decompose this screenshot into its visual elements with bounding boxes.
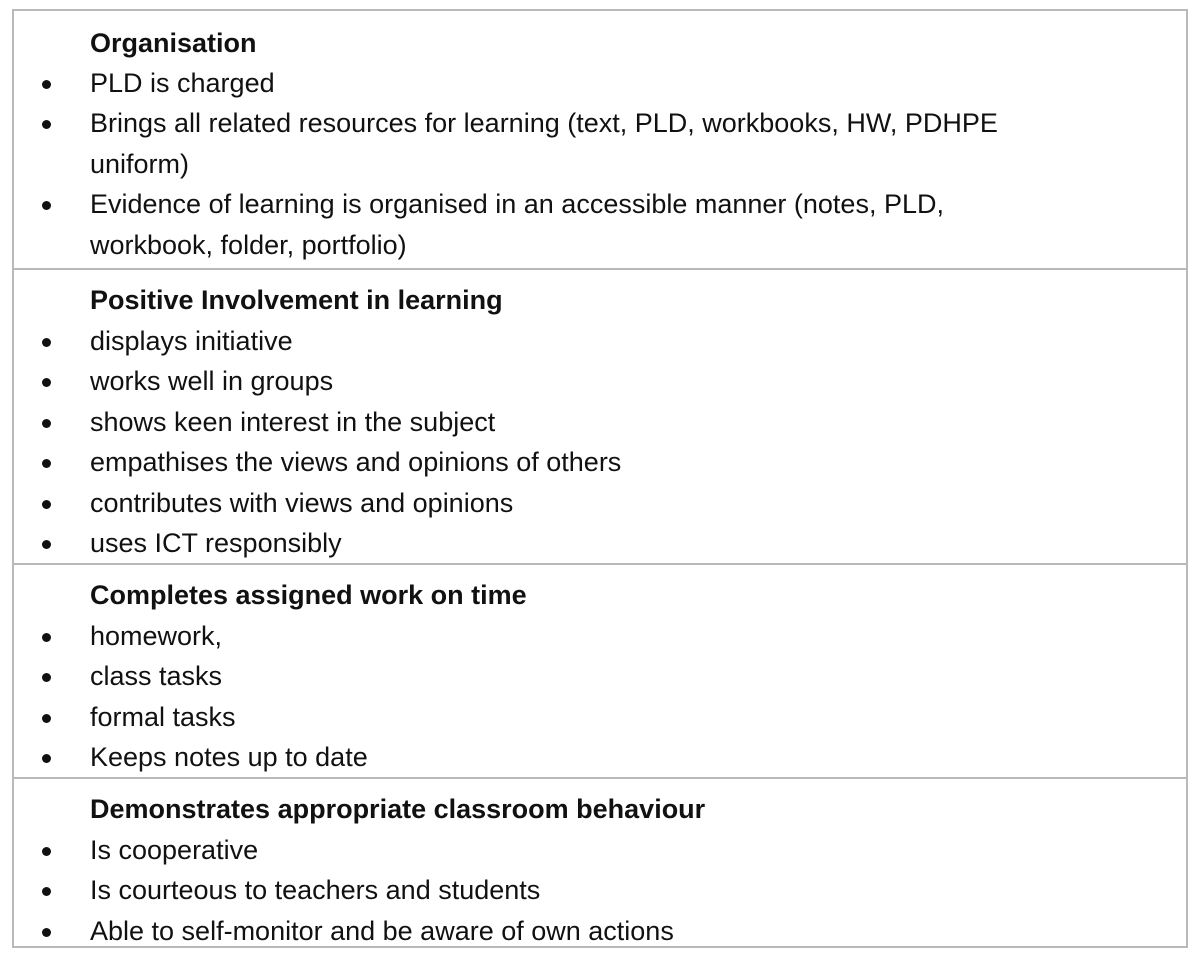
bullet-icon	[42, 80, 51, 89]
heading-text: Positive Involvement in learning	[90, 285, 503, 315]
item-text: Is cooperative	[90, 835, 259, 865]
list-item	[14, 361, 1186, 401]
item-text: empathises the views and opinions of others	[90, 447, 622, 477]
bullet-icon	[42, 419, 51, 428]
item-text: formal tasks	[90, 702, 236, 732]
heading-text: Completes assigned work on time	[90, 580, 527, 610]
heading-text: Organisation	[90, 28, 257, 58]
bullet-icon	[42, 338, 51, 347]
item-text: class tasks	[90, 661, 223, 691]
list-item	[14, 656, 1186, 696]
bullet-icon	[42, 378, 51, 387]
list-item	[14, 870, 1186, 910]
bullet-icon	[42, 847, 51, 856]
list-item	[14, 616, 1186, 656]
list-item	[14, 103, 1186, 143]
item-text: Brings all related resources for learning (text, PLD, workbooks, HW, PDHPE	[90, 108, 998, 138]
item-text: displays initiative	[90, 326, 293, 356]
list-item	[14, 402, 1186, 442]
list-item	[14, 523, 1186, 563]
section-heading	[14, 789, 1186, 829]
section-completes-work	[14, 563, 1186, 777]
criteria-table	[12, 9, 1188, 948]
section-classroom-behaviour	[14, 777, 1186, 946]
item-text: shows keen interest in the subject	[90, 407, 496, 437]
bullet-icon	[42, 120, 51, 129]
item-text: uses ICT responsibly	[90, 528, 342, 558]
item-text: Able to self-monitor and be aware of own actions	[90, 916, 674, 946]
bullet-icon	[42, 928, 51, 937]
section-positive-involvement	[14, 268, 1186, 563]
bullet-icon	[42, 754, 51, 763]
bullet-icon	[42, 201, 51, 210]
item-text: homework,	[90, 621, 223, 651]
item-text: workbook, folder, portfolio)	[90, 230, 407, 260]
item-text: works well in groups	[90, 366, 334, 396]
item-text: contributes with views and opinions	[90, 488, 514, 518]
list-item-continuation	[14, 144, 1186, 184]
section-heading	[14, 280, 1186, 320]
bullet-icon	[42, 540, 51, 549]
list-item	[14, 184, 1186, 224]
item-text: Keeps notes up to date	[90, 742, 368, 772]
item-text: uniform)	[90, 149, 190, 179]
bullet-icon	[42, 500, 51, 509]
list-item	[14, 321, 1186, 361]
section-heading	[14, 23, 1186, 63]
list-item-continuation	[14, 225, 1186, 265]
bullet-icon	[42, 633, 51, 642]
list-item	[14, 483, 1186, 523]
section-heading	[14, 575, 1186, 615]
item-text: PLD is charged	[90, 68, 275, 98]
section-organisation	[14, 11, 1186, 268]
bullet-icon	[42, 459, 51, 468]
bullet-icon	[42, 887, 51, 896]
list-item	[14, 911, 1186, 951]
list-item	[14, 442, 1186, 482]
heading-text: Demonstrates appropriate classroom behaviour	[90, 794, 706, 824]
list-item	[14, 697, 1186, 737]
list-item	[14, 737, 1186, 777]
item-text: Evidence of learning is organised in an accessible manner (notes, PLD,	[90, 189, 944, 219]
bullet-icon	[42, 673, 51, 682]
list-item	[14, 830, 1186, 870]
bullet-icon	[42, 714, 51, 723]
list-item	[14, 63, 1186, 103]
item-text: Is courteous to teachers and students	[90, 875, 541, 905]
